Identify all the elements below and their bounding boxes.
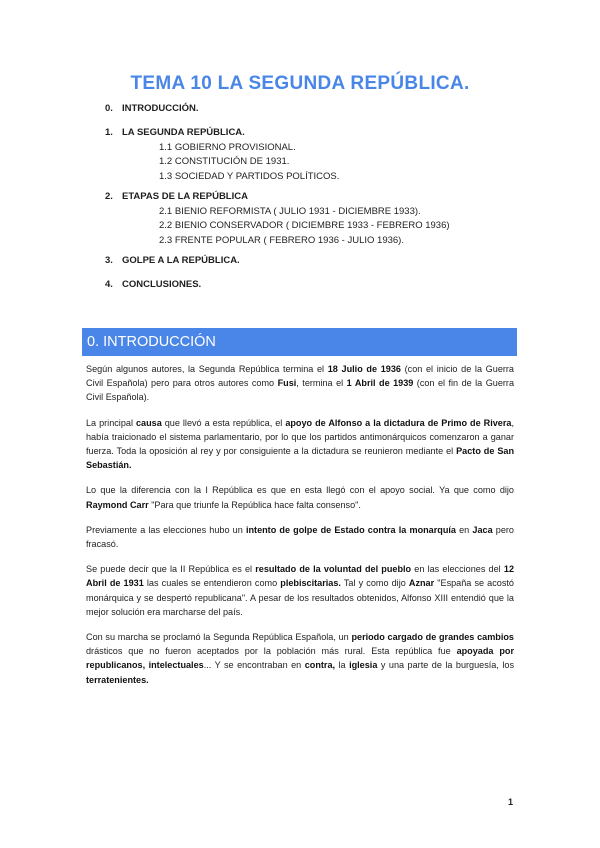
text: en [455,524,473,535]
bold-text: resultado de la voluntad del pueblo [255,564,412,575]
text: , termina el [296,378,347,389]
text: drásticos que no fueron aceptados por la población más rural. Esta república fue [86,646,457,657]
text: (con el inicio de la Guerra Civil Española) pero para otros autores como [86,364,514,389]
bold-text: 1 Abril de 1939 [346,378,414,389]
bold-text: Aznar [408,578,435,589]
body-paragraph [86,483,514,511]
text: (con el fin de la Guerra Civil Española). [86,378,515,403]
toc-item-number: 2. [105,191,113,202]
text: Según algunos autores, la Segunda República termina el [86,364,328,374]
bold-text: Raymond Carr [86,499,149,510]
text: en las elecciones del [411,564,504,575]
text: Tal y como dijo [340,578,409,589]
bold-text: apoyo de Alfonso a la dictadura de Primo de Rivera [285,417,512,428]
toc-item-label: INTRODUCCIÓN. [122,103,199,114]
bold-text: contra, [304,660,336,671]
toc-item-label: CONCLUSIONES. [122,279,202,290]
bold-text: 12 Abril de 1931 [86,564,515,589]
toc-item-number: 3. [105,255,113,266]
text: Previamente a las elecciones hubo un [86,524,246,535]
bold-text: intento de golpe de Estado contra la monarquía [245,524,456,535]
toc-subitem: 2.2 BIENIO CONSERVADOR ( DICIEMBRE 1933 - FEBRERO 1936) [159,220,450,231]
toc-subitem: 2.3 FRENTE POPULAR ( FEBRERO 1936 - JULIO 1936). [159,234,404,246]
body-paragraph [86,562,514,619]
text: que llevó a esta república, el [161,417,286,428]
toc-item-number: 0. [105,103,113,114]
text: y una parte de la burguesía, los [377,660,514,671]
page-number: 1 [508,797,514,807]
toc-item-label: GOLPE A LA REPÚBLICA. [122,255,240,266]
bold-text: causa [135,417,162,428]
text: Se puede decir que la II República es el [86,564,256,575]
bold-text: plebiscitarias. [280,578,341,589]
bold-text: terratenientes. [86,674,149,685]
toc-item-number: 1. [105,127,113,138]
bold-text: 18 Julio de 1936 [327,364,401,374]
text: "España se acostó monárquica y se despertó republicana". A pesar de los resultados obtenidos, Alfonso XIII entendió que la mejor solución era marcharse del país. [86,578,514,617]
text: La principal [86,417,136,428]
text: las cuales se entendieron como [143,578,281,589]
text: ... Y se encontraban en [203,660,305,671]
text: Lo que la diferencia con la I República es que en esta llegó con el apoyo social. Ya que como dijo [86,485,514,496]
text: Con su marcha se proclamó la Segunda República Española, un [86,632,352,643]
toc-item-number: 4. [105,279,113,290]
text: , había traicionado el sistema parlamentario, por lo que los partidos antimonárquicos comenzaron a ganar fuerza. Toda la oposición al rey y por consiguiente a la dictadura se reunieron mediante el [86,417,514,457]
toc-item-label: ETAPAS DE LA REPÚBLICA [122,191,248,202]
toc-subitem: 1.2 CONSTITUCIÓN DE 1931. [159,156,290,167]
bold-text: periodo cargado de grandes cambios [351,632,514,643]
text: "Para que triunfe la República hace falta consenso". [148,499,361,510]
introduction-body [86,362,514,698]
bold-text: Pacto de San Sebastián. [86,446,515,471]
body-paragraph [86,362,514,405]
text: la [335,660,350,671]
toc-subitem: 1.3 SOCIEDAD Y PARTIDOS POLÍTICOS. [159,170,340,182]
bold-text: iglesia [349,660,378,671]
bold-text: Jaca [472,524,493,535]
document-title: TEMA 10 LA SEGUNDA REPÚBLICA. [130,73,470,94]
bold-text: Fusi [277,378,297,389]
body-paragraph [86,630,514,687]
section-heading: 0. INTRODUCCIÓN [87,334,216,350]
body-paragraph [86,523,514,551]
body-paragraph [86,416,514,473]
toc-subitem: 2.1 BIENIO REFORMISTA ( JULIO 1931 - DICIEMBRE 1933). [159,205,421,217]
bold-text: apoyada por republicanos, intelectuales [86,646,514,671]
section-heading-banner [82,328,517,356]
toc-item-label: LA SEGUNDA REPÚBLICA. [122,127,245,138]
toc-subitem: 1.1 GOBIERNO PROVISIONAL. [159,141,296,153]
text: pero fracasó. [86,524,514,550]
